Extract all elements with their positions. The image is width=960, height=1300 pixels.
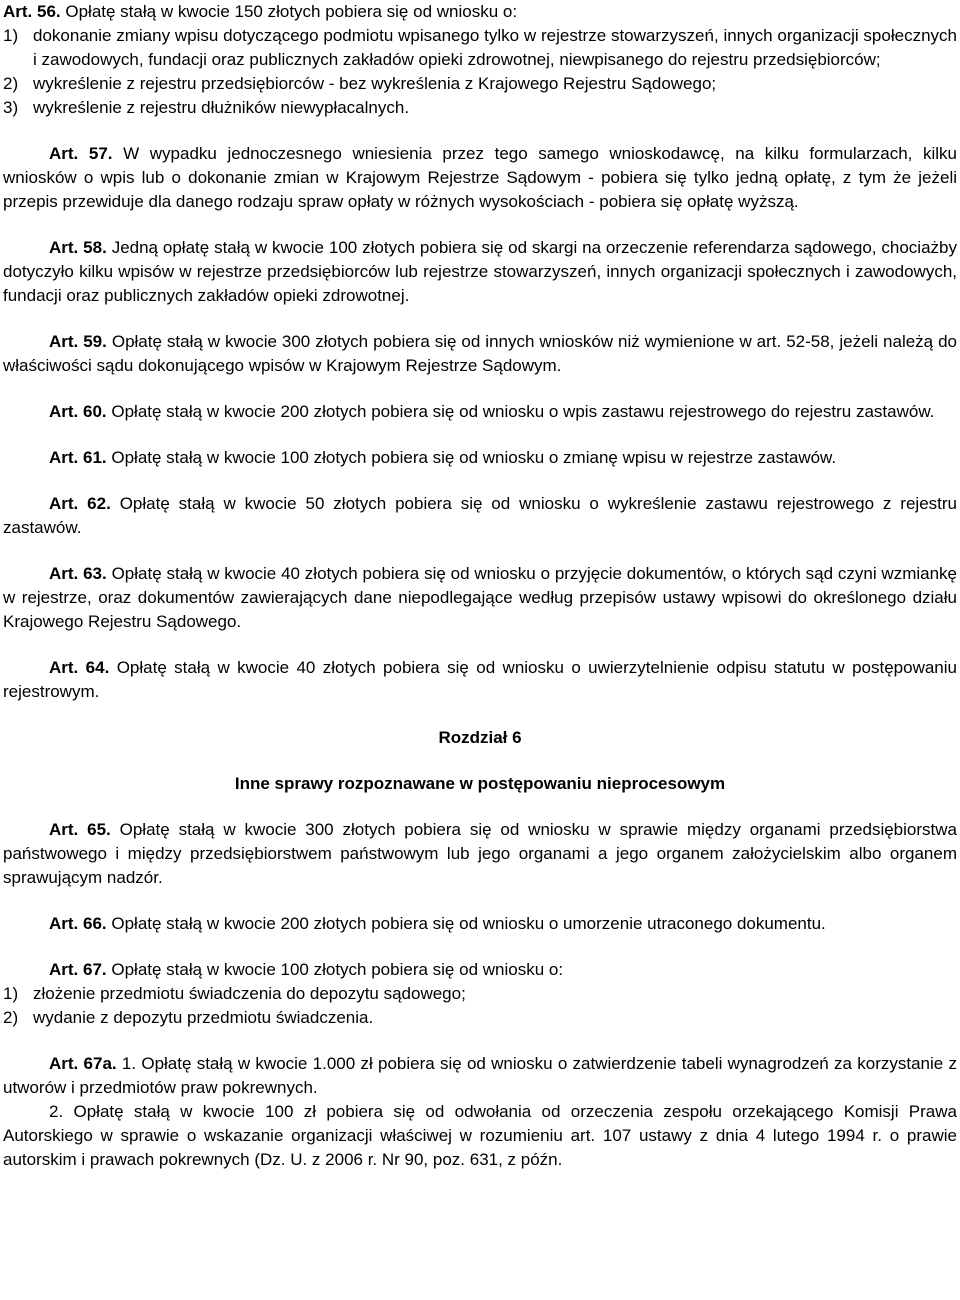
- art-58-text: Jedną opłatę stałą w kwocie 100 złotych pobiera się od skargi na orzeczenie referendarza sądowego, chociażby dotyczyło kilku wpisów w rejestrze przedsiębiorców lub rejestrze stowarzyszeń, innych organizacji społecznych i zawodowych, fundacji oraz publicznych zakładów opieki zdrowotnej.: [3, 238, 957, 305]
- list-number: 2): [3, 74, 19, 93]
- art-65-paragraph: [3, 818, 957, 890]
- list-number: 3): [3, 98, 19, 117]
- art-64-text: Opłatę stałą w kwocie 40 złotych pobiera się od wniosku o uwierzytelnienie odpisu statutu w postępowaniu rejestrowym.: [3, 658, 957, 701]
- list-item: [3, 1006, 957, 1030]
- list-number: 1): [3, 984, 19, 1003]
- art-57-label: Art. 57.: [49, 144, 113, 163]
- art-59-text: Opłatę stałą w kwocie 300 złotych pobiera się od innych wniosków niż wymienione w art. 52-58, jeżeli należą do właściwości sądu dokonującego wpisów w Krajowym Rejestrze Sądowym.: [3, 332, 957, 375]
- art-56-intro-text: Opłatę stałą w kwocie 150 złotych pobiera się od wniosku o:: [65, 2, 518, 21]
- art-58-paragraph: [3, 236, 957, 308]
- art-61-paragraph: [3, 446, 957, 470]
- list-text: wykreślenie z rejestru przedsiębiorców - bez wykreślenia z Krajowego Rejestru Sądowego;: [33, 74, 717, 93]
- art-56-label: Art. 56.: [3, 2, 61, 21]
- art-67a-label: Art. 67a.: [49, 1054, 117, 1073]
- list-item: [3, 982, 957, 1006]
- art-67a-text-2: 2. Opłatę stałą w kwocie 100 zł pobiera się od odwołania od orzeczenia zespołu orzekającego Komisji Prawa Autorskiego w sprawie o wskazanie organizacji właściwej w rozumieniu art. 107 ustawy z dnia 4 lutego 1994 r. o prawie autorskim i prawach pokrewnych (Dz. U. z 2006 r. Nr 90, poz. 631, z późn.: [3, 1102, 957, 1169]
- art-63-paragraph: [3, 562, 957, 634]
- list-text: wykreślenie z rejestru dłużników niewypłacalnych.: [33, 98, 410, 117]
- art-59-paragraph: [3, 330, 957, 378]
- art-56-intro: [3, 0, 957, 24]
- art-67a-text-1: 1. Opłatę stałą w kwocie 1.000 zł pobiera się od wniosku o zatwierdzenie tabeli wynagrodzeń za korzystanie z utworów i przedmiotów praw pokrewnych.: [3, 1054, 957, 1097]
- art-67-intro: [3, 958, 957, 982]
- list-text: wydanie z depozytu przedmiotu świadczenia.: [33, 1008, 374, 1027]
- art-67-intro-text: Opłatę stałą w kwocie 100 złotych pobiera się od wniosku o:: [111, 960, 564, 979]
- art-62-paragraph: [3, 492, 957, 540]
- list-number: 1): [3, 26, 19, 45]
- art-66-label: Art. 66.: [49, 914, 107, 933]
- list-text: dokonanie zmiany wpisu dotyczącego podmiotu wpisanego tylko w rejestrze stowarzyszeń, innych organizacji społecznych i zawodowych, fundacji oraz publicznych zakładów opieki zdrowotnej, niewpisanego do rejestru przedsiębiorców;: [33, 26, 957, 69]
- art-65-text: Opłatę stałą w kwocie 300 złotych pobiera się od wniosku w sprawie między organami przedsiębiorstwa państwowego i między przedsiębiorstwem państwowym lub jego organami a jego organem założycielskim albo organem sprawującym nadzór.: [3, 820, 957, 887]
- art-67a-paragraph-2: [3, 1100, 957, 1172]
- art-60-label: Art. 60.: [49, 402, 107, 421]
- art-57-paragraph: [3, 142, 957, 214]
- list-number: 2): [3, 1008, 19, 1027]
- art-64-paragraph: [3, 656, 957, 704]
- art-64-label: Art. 64.: [49, 658, 110, 677]
- list-item: [3, 96, 957, 120]
- art-59-label: Art. 59.: [49, 332, 107, 351]
- list-item: [3, 72, 957, 96]
- chapter-title: Inne sprawy rozpoznawane w postępowaniu nieprocesowym: [234, 774, 726, 793]
- art-61-text: Opłatę stałą w kwocie 100 złotych pobiera się od wniosku o zmianę wpisu w rejestrze zastawów.: [111, 448, 837, 467]
- art-67-label: Art. 67.: [49, 960, 107, 979]
- art-62-label: Art. 62.: [49, 494, 111, 513]
- art-66-text: Opłatę stałą w kwocie 200 złotych pobiera się od wniosku o umorzenie utraconego dokumentu.: [111, 914, 826, 933]
- list-item: [3, 24, 957, 72]
- art-62-text: Opłatę stałą w kwocie 50 złotych pobiera się od wniosku o wykreślenie zastawu rejestrowego z rejestru zastawów.: [3, 494, 957, 537]
- art-58-label: Art. 58.: [49, 238, 107, 257]
- art-57-text: W wypadku jednoczesnego wniesienia przez tego samego wnioskodawcę, na kilku formularzach, kilku wniosków o wpis lub o dokonanie zmian w Krajowym Rejestrze Sądowym - pobiera się tylko jedną opłatę, z tym że jeżeli przepis przewiduje dla danego rodzaju spraw opłaty w różnych wysokościach - pobiera się opłatę wyższą.: [3, 144, 957, 211]
- art-61-label: Art. 61.: [49, 448, 107, 467]
- art-60-text: Opłatę stałą w kwocie 200 złotych pobiera się od wniosku o wpis zastawu rejestrowego do rejestru zastawów.: [111, 402, 935, 421]
- list-text: złożenie przedmiotu świadczenia do depozytu sądowego;: [33, 984, 466, 1003]
- art-63-label: Art. 63.: [49, 564, 107, 583]
- art-67a-paragraph-1: [3, 1052, 957, 1100]
- art-66-paragraph: [3, 912, 957, 936]
- art-65-label: Art. 65.: [49, 820, 111, 839]
- art-60-paragraph: [3, 400, 957, 424]
- chapter-number: Rozdział 6: [438, 728, 522, 747]
- art-63-text: Opłatę stałą w kwocie 40 złotych pobiera się od wniosku o przyjęcie dokumentów, o których sąd czyni wzmiankę w rejestrze, oraz dokumentów zawierających dane niepodlegające według przepisów ustawy wpisowi do określonego działu Krajowego Rejestru Sądowego.: [3, 564, 957, 631]
